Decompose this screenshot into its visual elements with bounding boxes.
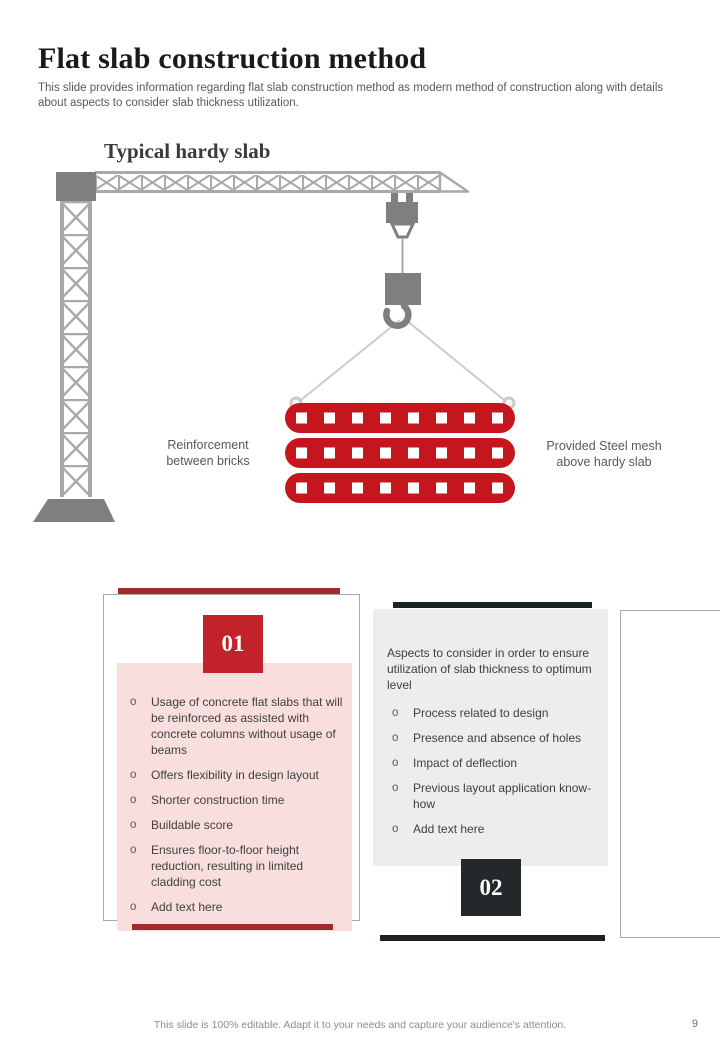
card-02-bullet-list (387, 705, 594, 837)
card-02-number-badge: 02 (461, 859, 521, 916)
bullet-item: o Previous layout application know- how (387, 780, 594, 812)
page-title: Flat slab construction method (38, 42, 427, 75)
label-reinforcement: Reinforcement between bricks (166, 438, 250, 468)
card-02-outline (620, 610, 720, 938)
card-01-number-badge: 01 (203, 615, 263, 673)
card-01-top-bar (118, 588, 340, 594)
card-02-top-bar (393, 602, 592, 608)
label-steel-mesh: Provided Steel mesh above hardy slab (546, 439, 662, 469)
card-01-bullet-list (125, 694, 344, 915)
page-number: 9 (691, 1018, 698, 1030)
bullet-item: o Offers flexibility in design layout (125, 767, 344, 783)
card-01-panel (117, 663, 352, 931)
card-02-intro: Aspects to consider in order to ensure utilization of slab thickness to optimum level (387, 646, 592, 692)
diagram-heading: Typical hardy slab (104, 139, 271, 163)
bullet-item: o Add text here (387, 821, 594, 837)
footer-note: This slide is 100% editable. Adapt it to your needs and capture your audience's attention. (153, 1019, 567, 1031)
bullet-item: o Ensures floor-to-floor height reduction, resulting in limited cladding cost (125, 842, 344, 890)
bullet-item: o Usage of concrete flat slabs that will be reinforced as assisted with concrete columns without usage of beams (125, 694, 344, 758)
bullet-item: o Shorter construction time (125, 792, 344, 808)
bullet-item: o Add text here (125, 899, 344, 915)
card-01-bottom-bar (132, 924, 333, 930)
bullet-item: o Presence and absence of holes (387, 730, 594, 746)
steel-mesh-slabs-icon (285, 403, 515, 503)
card-02-panel (373, 609, 608, 866)
bullet-item: o Buildable score (125, 817, 344, 833)
card-02-bottom-bar (380, 935, 605, 941)
slide-description: This slide provides information regarding flat slab construction method as modern method of construction along with details about aspects to consider slab thickness utilization. (38, 82, 664, 109)
bullet-item: o Impact of deflection (387, 755, 594, 771)
tower-crane-icon (0, 150, 720, 540)
bullet-item: o Process related to design (387, 705, 594, 721)
